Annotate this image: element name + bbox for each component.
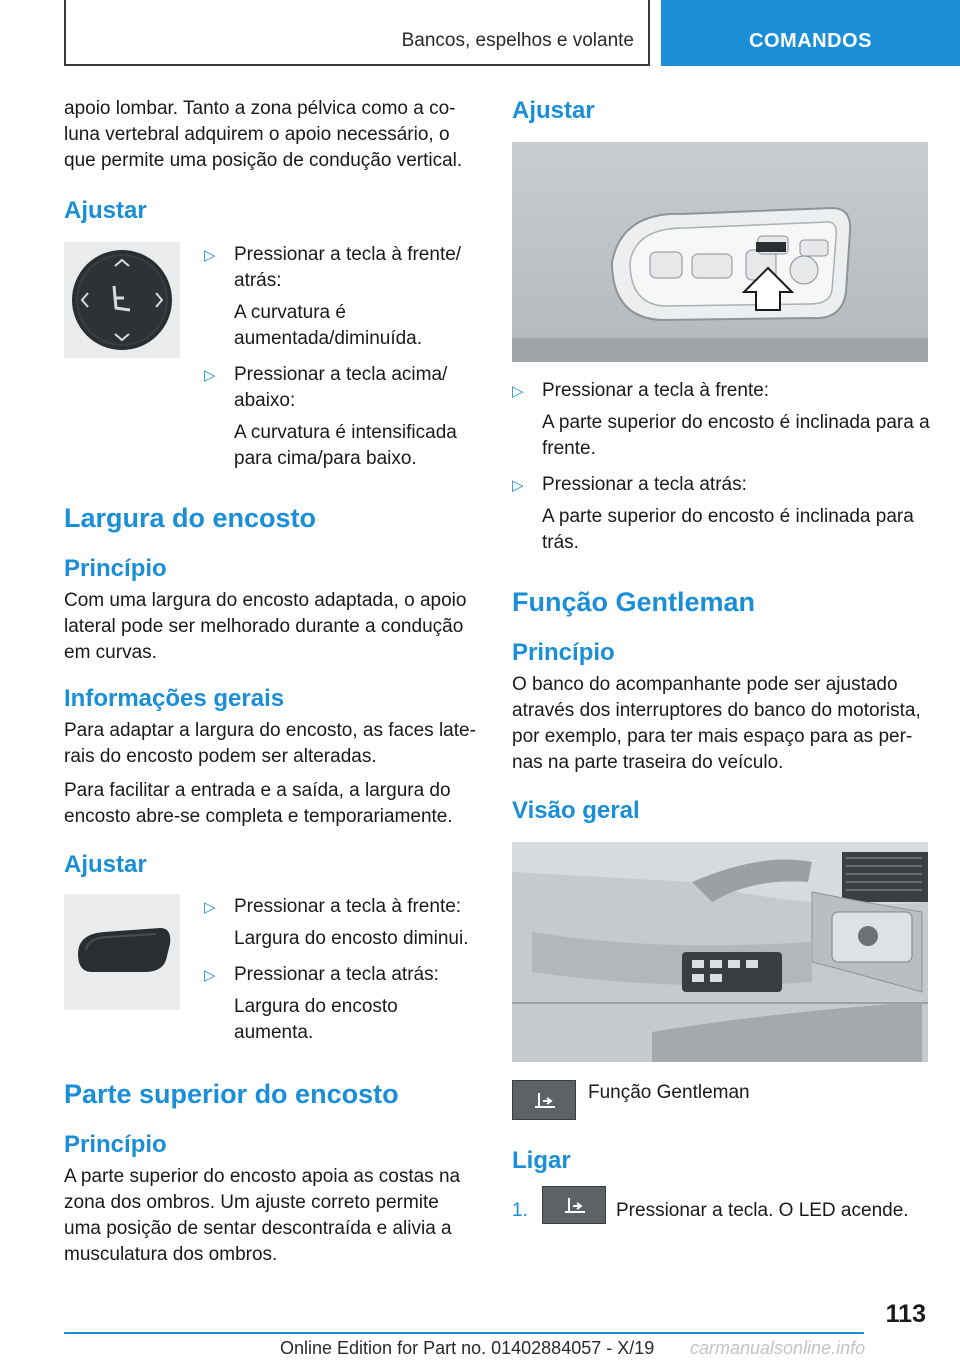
footer-edition: Online Edition for Part no. 01402884057 - X/19: [280, 1338, 655, 1358]
list-item: ▷ Pressionar a tecla à frente:: [204, 894, 480, 920]
list-item-result: A parte superior do encosto é inclinada para trás.: [542, 506, 914, 553]
lumbar-adjust-block: [64, 242, 480, 472]
list-item-result: Largura do encosto diminui.: [234, 928, 469, 949]
general-info-text-2: Para facilitar a entrada e a saída, a largura do encosto abre-se completa e temporariamente.: [64, 780, 453, 827]
bullet-triangle-icon: ▷: [204, 367, 216, 384]
footer-divider: [64, 1332, 864, 1334]
upper-backrest-principle-heading: Princípio: [64, 1131, 167, 1158]
step-text: Pressionar a tecla. O LED acende.: [616, 1200, 909, 1221]
list-item-result: A curvatura é aumentada/diminuída.: [234, 302, 423, 349]
step-number: 1.: [512, 1200, 528, 1221]
width-adjust-block: [64, 894, 480, 1046]
general-info-heading: Informações gerais: [64, 685, 285, 712]
list-item-result: A parte superior do encosto é inclinada para a frente.: [542, 412, 930, 459]
width-bullet-list: [180, 894, 480, 1046]
bullet-triangle-icon: ▷: [204, 967, 216, 984]
list-item: ▷ Pressionar a tecla à frente:: [512, 378, 932, 404]
header-chapter-tab[interactable]: [661, 0, 960, 66]
width-adjust-heading: Ajustar: [64, 851, 147, 878]
gentleman-principle-heading: Princípio: [512, 639, 615, 666]
gentleman-principle-text: O banco do acompanhante pode ser ajustado através dos interruptores do banco do motorista, por exemplo, para ter mais espaço para as pernas na parte traseira do veículo.: [512, 674, 921, 773]
upper-adjust-heading: Ajustar: [512, 97, 595, 124]
gentleman-button-caption: Função Gentleman: [588, 1082, 750, 1103]
door-panel-photo: [512, 842, 928, 1062]
bullet-triangle-icon: ▷: [204, 247, 216, 264]
list-item: ▷ Pressionar a tecla à frente/ atrás:: [204, 244, 462, 291]
section-title: Bancos, espelhos e volante: [401, 30, 634, 51]
watermark-logo: carmanualsonline.info: [690, 1338, 866, 1358]
list-item: ▷ Pressionar a tecla acima/ abaixo:: [204, 364, 448, 411]
general-info-text-1: Para adaptar a largura do encosto, as faces laterais do encosto podem ser alteradas.: [64, 720, 476, 767]
switch-on-heading: Ligar: [512, 1147, 571, 1174]
right-column: [512, 96, 932, 1224]
bullet-triangle-icon: ▷: [512, 477, 524, 494]
gentleman-heading: Função Gentleman: [512, 587, 756, 617]
upper-backrest-principle-text: A parte superior do encosto apoia as costas na zona dos ombros. Um ajuste correto permite uma posição de sentar descontraída e alivia a musculatura dos ombros.: [64, 1166, 461, 1265]
seat-switch-photo: [512, 142, 928, 362]
lumbar-switch-image: [64, 242, 180, 358]
header-section-box: [64, 0, 650, 66]
lumbar-adjust-heading: Ajustar: [64, 197, 147, 224]
bullet-triangle-icon: ▷: [204, 899, 216, 916]
left-column: [64, 96, 480, 1268]
upper-bullet-list: [512, 378, 932, 556]
chapter-label: COMANDOS: [749, 30, 872, 52]
list-item-result: Largura do encosto aumenta.: [234, 996, 398, 1043]
gentleman-button-icon: [542, 1186, 606, 1224]
list-item: ▷ Pressionar a tecla atrás:: [204, 962, 480, 988]
lumbar-bullet-list: [180, 242, 480, 472]
backrest-width-heading: Largura do encosto: [64, 503, 317, 533]
upper-backrest-heading: Parte superior do encosto: [64, 1079, 399, 1109]
list-item-result: A curvatura é intensificada para cima/para baixo.: [234, 422, 457, 469]
gentleman-button-icon: [512, 1080, 576, 1120]
backrest-width-principle-heading: Princípio: [64, 555, 167, 582]
width-switch-image: [64, 894, 180, 1010]
list-item: ▷ Pressionar a tecla atrás:: [512, 472, 932, 498]
bullet-triangle-icon: ▷: [512, 383, 524, 400]
overview-heading: Visão geral: [512, 797, 640, 824]
gentleman-button-legend: [512, 1080, 932, 1120]
intro-paragraph: apoio lombar. Tanto a zona pélvica como a coluna vertebral adquirem o apoio necessário, o que permite uma posição de condução vertical.: [64, 98, 463, 171]
switch-on-step: [512, 1186, 932, 1224]
page-number: 113: [885, 1300, 926, 1328]
backrest-width-principle-text: Com uma largura do encosto adaptada, o apoio lateral pode ser melhorado durante a condução em curvas.: [64, 590, 467, 663]
